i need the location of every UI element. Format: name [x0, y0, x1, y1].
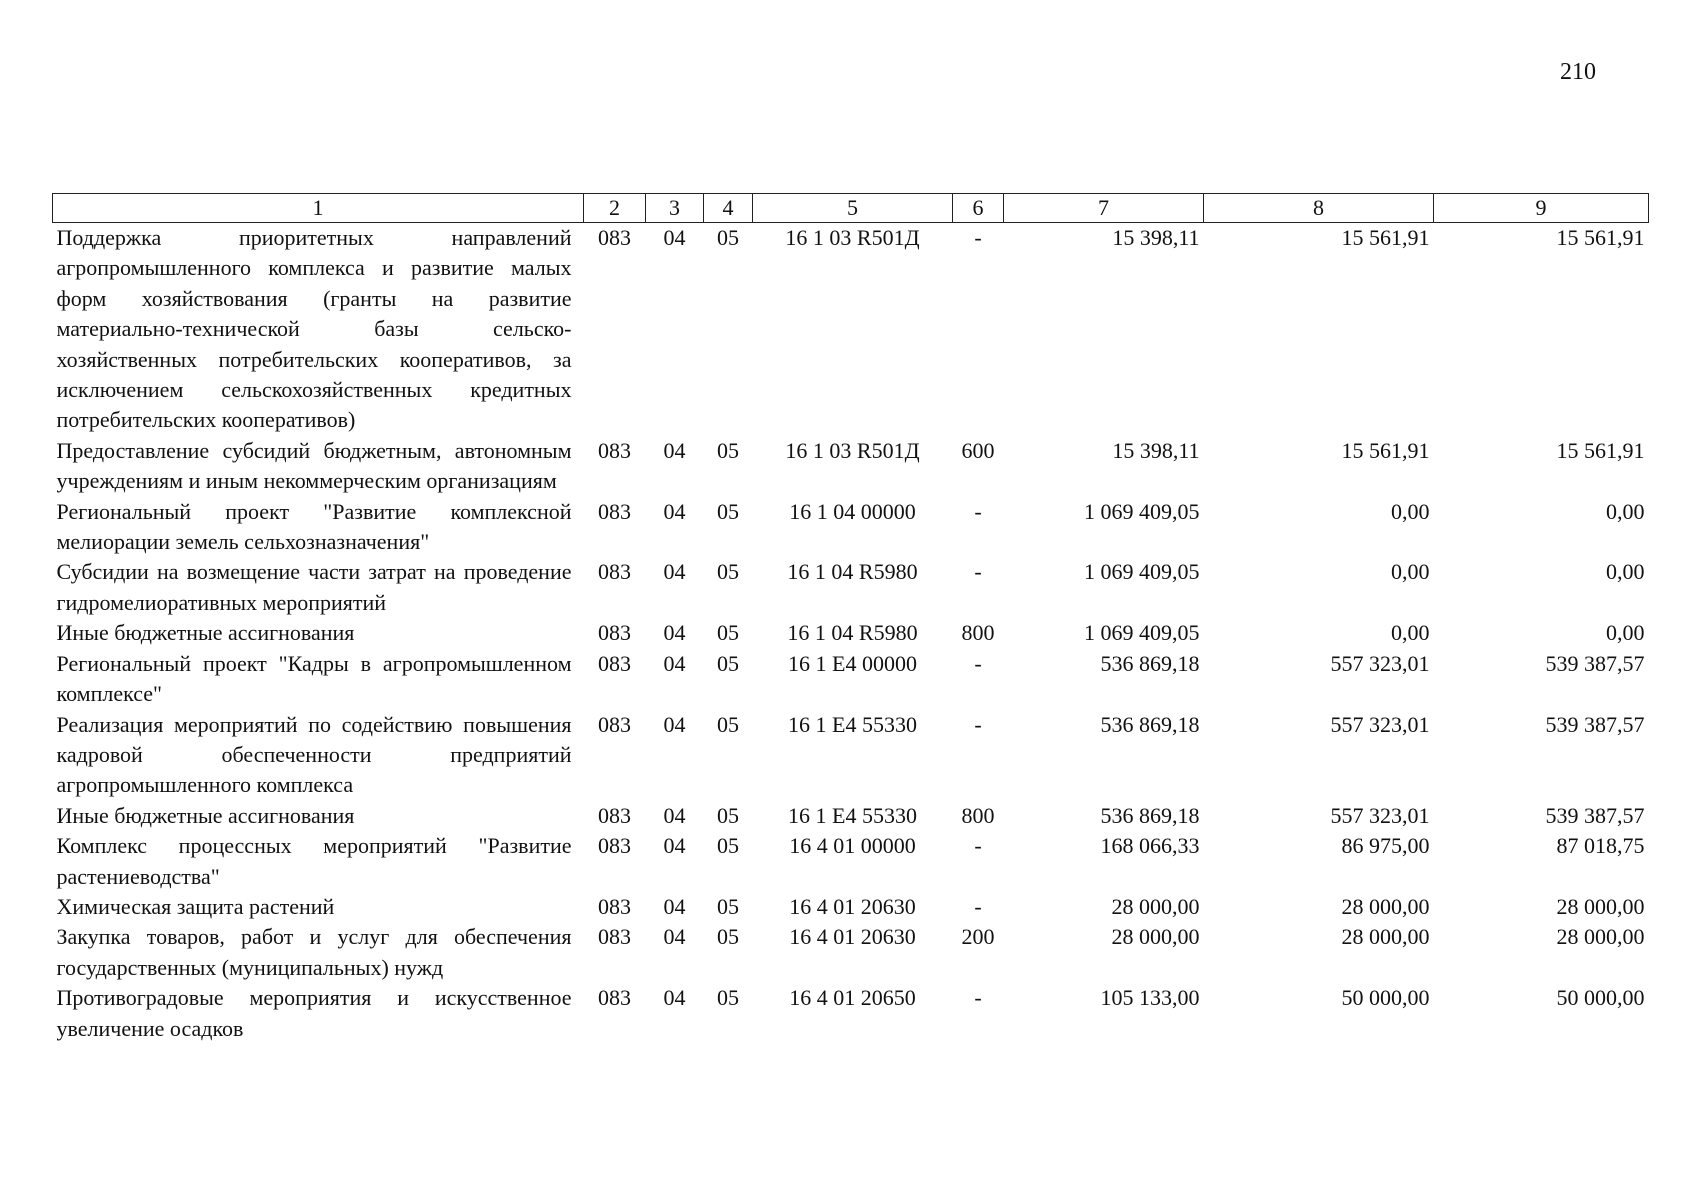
row-col-6: - [974, 893, 982, 919]
row-col-8: 15 561,91 [1341, 225, 1430, 250]
header-col-9: 9 [1434, 194, 1649, 223]
row-name: Предоставление субсидий бюджетным, автономным учреждениям и иным некоммерческим организациям [56, 437, 572, 494]
row-col-4: 05 [717, 924, 739, 950]
row-name: Региональный проект "Развитие комплексной мелиорации земель сельхозназначения" [56, 498, 572, 555]
row-col-3: 04 [663, 437, 686, 463]
row-col-7: 105 133,00 [1100, 985, 1200, 1011]
header-col-3: 3 [646, 194, 704, 223]
row-col-9: 0,00 [1606, 620, 1645, 646]
row-col-7: 28 000,00 [1111, 924, 1200, 950]
header-col-8: 8 [1204, 194, 1434, 223]
row-col-7: 15 398,11 [1112, 225, 1200, 250]
row-col-9: 28 000,00 [1556, 893, 1645, 919]
table-row [53, 831, 1649, 892]
row-col-3: 04 [663, 985, 686, 1011]
row-col-4: 05 [717, 225, 739, 250]
header-col-2: 2 [584, 194, 646, 223]
table-row [53, 557, 1649, 618]
row-col-5: 16 1 04 00000 [789, 498, 916, 524]
row-col-4: 05 [717, 620, 739, 646]
row-col-2: 083 [598, 802, 631, 828]
row-col-2: 083 [598, 498, 631, 524]
row-col-9: 0,00 [1606, 559, 1645, 585]
row-col-9: 87 018,75 [1556, 833, 1645, 859]
row-col-3: 04 [663, 498, 686, 524]
header-col-6: 6 [953, 194, 1004, 223]
row-col-2: 083 [598, 893, 631, 919]
row-col-4: 05 [717, 498, 739, 524]
row-col-7: 1 069 409,05 [1084, 559, 1200, 585]
row-col-3: 04 [663, 924, 686, 950]
row-col-4: 05 [717, 437, 739, 463]
row-col-2: 083 [598, 559, 631, 585]
row-col-2: 083 [598, 985, 631, 1011]
row-col-5: 16 4 01 20650 [789, 985, 916, 1011]
row-col-8: 28 000,00 [1341, 924, 1430, 950]
row-col-3: 04 [663, 711, 686, 737]
row-col-4: 05 [717, 985, 739, 1011]
header-col-1: 1 [53, 194, 584, 223]
row-col-8: 0,00 [1391, 498, 1430, 524]
row-col-5: 16 4 01 20630 [789, 893, 916, 919]
row-col-2: 083 [598, 620, 631, 646]
row-name: Комплекс процессных мероприятий "Развитие растениеводства" [56, 833, 572, 889]
row-col-9: 539 387,57 [1545, 650, 1645, 676]
row-col-8: 50 000,00 [1341, 985, 1430, 1011]
row-col-6: - [974, 498, 982, 524]
row-col-7: 168 066,33 [1100, 833, 1200, 859]
row-col-7: 28 000,00 [1111, 893, 1200, 919]
row-col-6: 800 [961, 802, 995, 828]
header-row [53, 194, 1649, 223]
row-col-6: 800 [961, 620, 995, 646]
row-name: Региональный проект "Кадры в агропромышленном комплексе" [56, 650, 572, 707]
table-row [53, 223, 1649, 436]
row-col-4: 05 [717, 802, 739, 828]
row-name: Противоградовые мероприятия и искусственное увеличение осадков [56, 985, 572, 1041]
row-col-2: 083 [598, 437, 631, 463]
row-col-2: 083 [598, 833, 631, 859]
row-name: Закупка товаров, работ и услуг для обеспечения государственных (муниципальных) нужд [56, 924, 572, 980]
row-col-5: 16 1 04 R5980 [787, 559, 918, 585]
row-col-7: 536 869,18 [1100, 802, 1200, 828]
row-col-5: 16 1 03 R501Д [785, 225, 920, 250]
row-name: Химическая защита растений [56, 893, 335, 919]
row-col-7: 15 398,11 [1112, 437, 1200, 463]
row-col-3: 04 [663, 833, 686, 859]
row-col-6: - [974, 711, 982, 737]
table-row [53, 497, 1649, 558]
header-col-4: 4 [704, 194, 753, 223]
row-name: Поддержка приоритетных направлений агропромышленного комплекса и развитие малых форм хозяйствования (гранты на развитие материально-технической базы сельско-хозяйственных потребительских кооперативов, за исключением сельскохозяйственных кредитных потребительских кооперативов) [56, 225, 572, 433]
row-col-6: - [974, 833, 982, 859]
row-col-6: - [974, 225, 982, 250]
row-col-9: 28 000,00 [1556, 924, 1645, 950]
row-col-9: 539 387,57 [1545, 802, 1645, 828]
row-name: Субсидии на возмещение части затрат на проведение гидромелиоративных мероприятий [56, 559, 572, 615]
table-row [53, 618, 1649, 648]
row-col-3: 04 [663, 893, 686, 919]
row-col-4: 05 [717, 711, 739, 737]
row-col-7: 536 869,18 [1100, 711, 1200, 737]
row-col-5: 16 1 E4 00000 [788, 650, 917, 676]
row-col-7: 536 869,18 [1100, 650, 1200, 676]
row-col-9: 539 387,57 [1545, 711, 1645, 737]
row-col-6: 600 [961, 437, 995, 463]
row-col-5: 16 1 03 R501Д [785, 437, 920, 463]
row-col-9: 50 000,00 [1556, 985, 1645, 1011]
table-row [53, 436, 1649, 497]
header-col-5: 5 [753, 194, 953, 223]
row-col-6: 200 [961, 924, 995, 950]
row-col-3: 04 [663, 620, 686, 646]
row-col-7: 1 069 409,05 [1084, 620, 1200, 646]
table-row [53, 922, 1649, 983]
row-col-6: - [974, 650, 982, 676]
row-col-7: 1 069 409,05 [1084, 498, 1200, 524]
row-col-8: 557 323,01 [1330, 711, 1430, 737]
table-row [53, 710, 1649, 801]
row-col-2: 083 [598, 711, 631, 737]
row-col-9: 0,00 [1606, 498, 1645, 524]
row-col-4: 05 [717, 893, 739, 919]
row-col-3: 04 [663, 802, 686, 828]
row-col-2: 083 [598, 650, 631, 676]
row-col-6: - [974, 985, 982, 1011]
row-col-5: 16 4 01 00000 [789, 833, 916, 859]
table-row [53, 892, 1649, 922]
table-row [53, 983, 1649, 1044]
page-number: 210 [1560, 59, 1596, 85]
row-col-5: 16 1 E4 55330 [788, 711, 917, 737]
row-col-8: 28 000,00 [1341, 893, 1430, 919]
row-col-9: 15 561,91 [1556, 225, 1645, 250]
table-row [53, 801, 1649, 831]
row-col-8: 0,00 [1391, 559, 1430, 585]
row-name: Иные бюджетные ассигнования [56, 620, 355, 646]
row-col-5: 16 4 01 20630 [789, 924, 916, 950]
row-col-5: 16 1 E4 55330 [788, 802, 917, 828]
row-col-4: 05 [717, 559, 739, 585]
row-col-2: 083 [598, 924, 631, 950]
row-col-5: 16 1 04 R5980 [787, 620, 918, 646]
row-col-3: 04 [663, 225, 686, 250]
row-name: Реализация мероприятий по содействию повышения кадровой обеспеченности предприятий агропромышленного комплекса [56, 711, 572, 798]
row-col-8: 557 323,01 [1330, 802, 1430, 828]
row-col-8: 15 561,91 [1341, 437, 1430, 463]
row-name: Иные бюджетные ассигнования [56, 802, 355, 828]
row-col-4: 05 [717, 650, 739, 676]
row-col-4: 05 [717, 833, 739, 859]
row-col-3: 04 [663, 650, 686, 676]
row-col-8: 0,00 [1391, 620, 1430, 646]
budget-table [52, 193, 1649, 1044]
row-col-2: 083 [598, 225, 631, 250]
row-col-6: - [974, 559, 982, 585]
row-col-8: 86 975,00 [1341, 833, 1430, 859]
row-col-3: 04 [663, 559, 686, 585]
row-col-9: 15 561,91 [1556, 437, 1645, 463]
row-col-8: 557 323,01 [1330, 650, 1430, 676]
table-row [53, 649, 1649, 710]
header-col-7: 7 [1004, 194, 1204, 223]
